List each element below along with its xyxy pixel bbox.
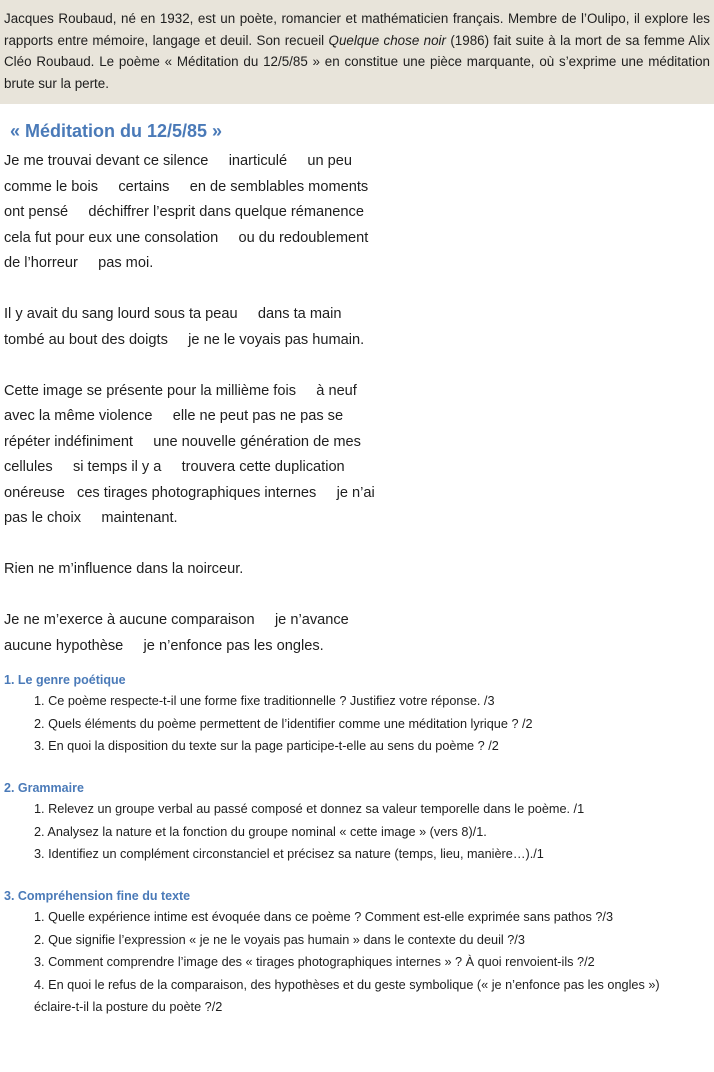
poem-line: avec la même violence elle ne peut pas ne pas se xyxy=(4,408,344,424)
poem-line: cellules si temps il y a trouvera cette duplication xyxy=(4,459,345,475)
poem-line: pas le choix maintenant. xyxy=(4,510,178,526)
question-item: 4. En quoi le refus de la comparaison, des hypothèses et du geste symbolique (« je n’enfonce pas les ongles ») éclaire-t-il la posture du poète ?/2 xyxy=(34,977,660,1014)
poem-line: Il y avait du sang lourd sous ta peau dans ta main xyxy=(4,306,342,322)
poem-line: Je me trouvai devant ce silence inarticulé un peu xyxy=(4,153,353,169)
poem-line: aucune hypothèse je n’enfonce pas les ongles. xyxy=(4,637,324,654)
question-list-comprehension xyxy=(34,906,704,1019)
poem-line: onéreuse ces tirages photographiques internes je n’ai xyxy=(4,484,375,501)
poem-line: cela fut pour eux une consolation ou du redoublement xyxy=(4,229,369,246)
poem-line: Rien ne m’influence dans la noirceur. xyxy=(4,561,244,577)
poem-line: ont pensé déchiffrer l’esprit dans quelque rémanence xyxy=(4,204,364,220)
question-item: 1. Ce poème respecte-t-il une forme fixe traditionnelle ? Justifiez votre réponse. /3 xyxy=(34,694,495,708)
poem-line: tombé au bout des doigts je ne le voyais pas humain. xyxy=(4,331,365,348)
stanza-gap xyxy=(4,353,444,379)
intro-book-title: Quelque chose noir xyxy=(328,32,446,48)
section-heading-genre: 1. Le genre poétique xyxy=(4,673,126,687)
poem-line: répéter indéfiniment une nouvelle génération de mes xyxy=(4,433,361,450)
intro-text-start: Jacques Roubaud, né en 1932, est un poète, romancier et mathématicien français. Membre de l’Oulipo, il explore les rapports entre mémoire, langage et deuil. Son recueil xyxy=(4,11,710,48)
stanza-gap xyxy=(4,532,444,558)
poem-line: Cette image se présente pour la millième fois à neuf xyxy=(4,382,357,399)
question-item: 2. Analysez la nature et la fonction du groupe nominal « cette image » (vers 8)/1. xyxy=(34,824,487,839)
stanza-gap xyxy=(4,583,444,609)
question-list-grammar xyxy=(34,798,704,866)
question-item: 1. Quelle expérience intime est évoquée dans ce poème ? Comment est-elle exprimée sans pathos ?/3 xyxy=(34,910,614,924)
poem-title: « Méditation du 12/5/85 » xyxy=(10,121,223,141)
intro-paragraph xyxy=(0,0,714,104)
poem-line: Je ne m’exerce à aucune comparaison je n’avance xyxy=(4,612,349,628)
poem-line: de l’horreur pas moi. xyxy=(4,255,154,271)
question-item: 2. Que signifie l’expression « je ne le voyais pas humain » dans le contexte du deuil ?/3 xyxy=(34,932,525,947)
stanza-gap xyxy=(4,277,444,303)
question-list-genre xyxy=(34,690,704,758)
section-heading-grammar: 2. Grammaire xyxy=(4,781,84,795)
question-item: 2. Quels éléments du poème permettent de l’identifier comme une méditation lyrique ? /2 xyxy=(34,716,533,731)
poem-line: comme le bois certains en de semblables moments xyxy=(4,178,369,195)
question-item: 3. En quoi la disposition du texte sur la page participe-t-elle au sens du poème ? /2 xyxy=(34,739,499,753)
question-item: 3. Identifiez un complément circonstanciel et précisez sa nature (temps, lieu, manière…)./1 xyxy=(34,847,544,861)
question-item: 3. Comment comprendre l’image des « tirages photographiques internes » ? À quoi renvoient-ils ?/2 xyxy=(34,955,595,969)
poem-body xyxy=(4,149,444,659)
question-item: 1. Relevez un groupe verbal au passé composé et donnez sa valeur temporelle dans le poème. /1 xyxy=(34,802,585,816)
intro-text-end: (1986) fait suite à la mort de sa femme Alix Cléo Roubaud. Le poème « Méditation du 12/5/85 » en constitue une pièce marquante, où s’exprime une méditation brute sur la perte. xyxy=(4,32,710,91)
section-heading-comprehension: 3. Compréhension fine du texte xyxy=(4,889,191,903)
